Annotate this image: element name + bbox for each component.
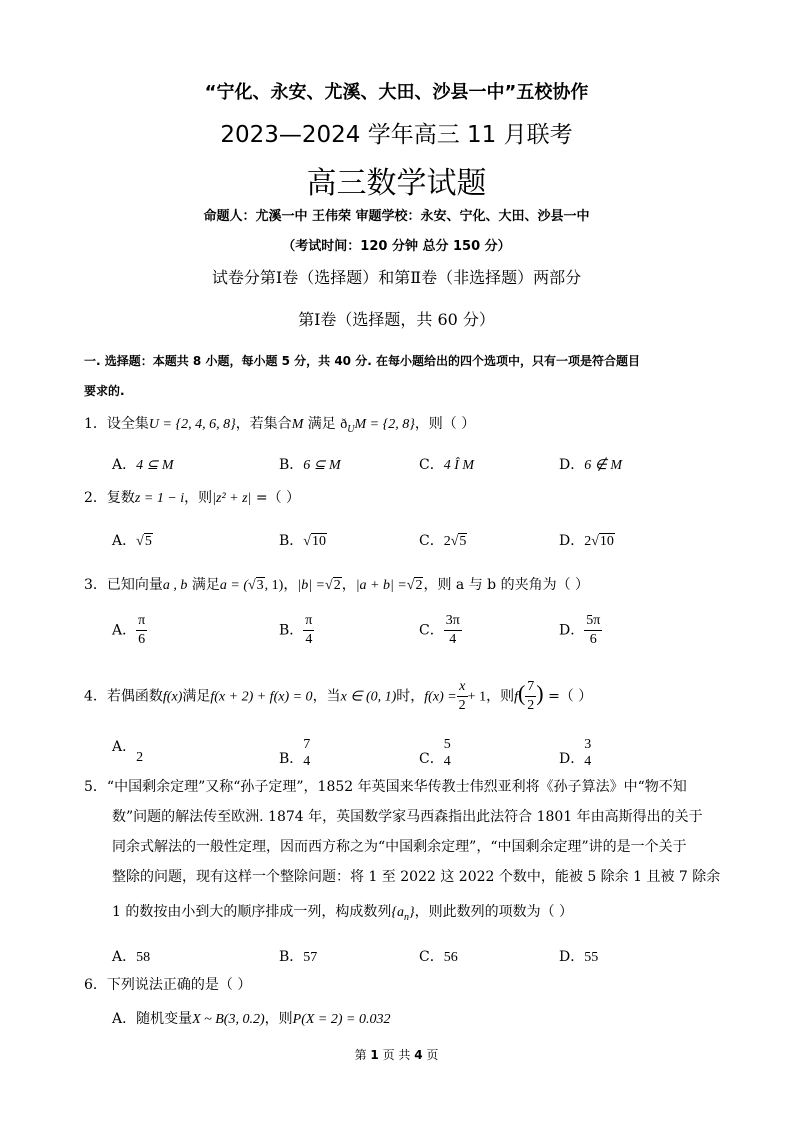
page-total: 4 [414,1048,423,1062]
question-6-stem: 6．下列说法正确的是（ ） [84,977,252,993]
q1-mid: ，若集合 [235,416,292,432]
question-2-stem [84,483,300,514]
volume-one-heading: 第Ⅰ卷（选择题，共 60 分） [298,310,495,329]
q4-end: =（ ） [543,688,593,705]
setters-line: 命题人：尤溪一中 王伟荣 审题学校：永安、宁化、大田、沙县一中 [203,209,590,224]
question-5-line3: 同余式解法的一般性定理，因而西方称之为“中国剩余定理”，“中国剩余定理”讲的是一个关于 [112,839,687,855]
q3-ab-rad: 2 [415,578,423,593]
page-footer: 第 1 页 共 4 页 [354,1048,439,1062]
q1-pre: 设全集 [106,416,149,432]
q5-option-a[interactable]: A．58 [112,949,151,965]
q2-expr: |z² + z| [212,491,252,506]
q3-mid: 满足 [187,577,220,593]
q5-option-d[interactable]: D．55 [559,949,599,965]
q1-option-b[interactable]: B．6 ⊆ M [279,457,341,473]
q4-option-a[interactable]: A．2 [112,739,144,765]
q2-option-c[interactable]: C．2√5 [419,533,467,549]
q4-def-frac: $\frac{x}{2}$ [458,679,466,713]
q4-option-b[interactable]: B． 7 4 [279,737,311,769]
paper-structure: 试卷分第Ⅰ卷（选择题）和第Ⅱ卷（非选择题）两部分 [211,268,582,287]
q3-a-eq: a = ( [219,578,248,593]
q4-ask-f: f [514,689,518,705]
q2-option-b[interactable]: B．√10 [279,533,326,549]
exam-name: 2023—2024 学年高三 11 月联考 [220,122,573,148]
q3-b-norm: |b| = [297,578,325,593]
q2-end: =（ ） [251,490,301,506]
q2-option-d[interactable]: D．2√10 [559,533,614,549]
q3-option-d[interactable]: D． $\frac{5\pi}{6}$ [559,613,601,647]
q1-mid2: 满足 [303,416,341,432]
q3-number: 3． [84,577,107,593]
question-5-line4: 整除的问题，现有这样一个整除问题：将 1 至 2022 这 2022 个数中，能被 5 除余 1 且被 7 除余 [112,869,721,885]
q3-b-rad: 2 [333,578,341,593]
q1-complement: ð [340,417,348,432]
question-1-stem [84,409,475,445]
q2-number: 2． [84,490,107,506]
paper-title: 高三数学试题 [306,166,487,201]
section-instructions-line1: 一. 选择题：本题共 8 小题，每小题 5 分，共 40 分. 在每小题给出的四个选项中，只有一项是符合题目 [84,354,640,368]
q1-set-u: U = {2, 4, 6, 8} [148,417,236,432]
q4-equation: f(x + 2) + f(x) = 0 [210,689,313,705]
question-5-line5: 1 的数按由小到大的顺序排成一列，构成数列$\{a_n\}$，则此数列的项数为（ ） [112,904,574,923]
q3-option-a[interactable]: A． $\frac{\pi}{6}$ [112,613,146,647]
question-4-stem: 4．若偶函数f(x)满足f(x + 2) + f(x) = 0，当x ∈ (0, 1)时，f(x) = $\frac{x}{2}$ + 1，则f( $\frac{7}{2}$ ) =（ ） [84,679,593,713]
q5-option-c[interactable]: C．56 [419,949,458,965]
q4-mid3: 时， [396,688,425,705]
q3-pre: 已知向量 [106,577,163,593]
time-info: （考试时间：120 分钟 总分 150 分） [282,239,511,254]
q4-mid2: ，当 [312,688,341,705]
q3-ab-norm: |a + b| = [355,578,407,593]
q6-option-a[interactable]: A．随机变量X ~ B(3, 0.2)，则P(X = 2) = 0.032 [112,1011,391,1027]
q3-option-c[interactable]: C． $\frac{3\pi}{4}$ [419,613,460,647]
q4-condition: x ∈ (0, 1) [340,689,397,705]
q2-pre: 复数 [106,490,135,506]
q1-var-m: M [291,417,304,432]
q4-def-tail: + 1 [467,689,487,705]
q4-fx: f(x) [162,689,183,705]
q1-set-rest: M = {2, 8} [354,417,415,432]
question-3-stem: 3．已知向量a , b 满足a = (√3, 1)，|b| =√2，|a + b| =√2，则 a 与 b 的夹角为（ ） [84,577,590,593]
q3-a-rad: 3 [256,578,264,593]
q4-mid: 满足 [182,688,211,705]
q4-ask-frac: $\frac{7}{2}$ [527,679,535,713]
q4-def-lhs: f(x) = [424,689,457,705]
q3-end: ，则 a 与 b 的夹角为（ ） [423,577,590,593]
q1-option-c[interactable]: C．4 Î M [419,457,475,473]
q5-sequence: {a [391,905,404,920]
q3-vectors: a , b [162,578,188,593]
q3-a-tail: , 1) [264,578,284,593]
q4-mid4: ，则 [486,688,515,705]
q4-pre: 若偶函数 [106,688,163,705]
q1-end: ，则（ ） [414,416,476,432]
section-instructions-line2: 要求的. [84,384,125,398]
q4-option-d[interactable]: D． 3 4 [559,737,592,769]
q1-sub-u: U [347,423,355,435]
q5-option-b[interactable]: B．57 [279,949,318,965]
q2-option-a[interactable]: A．√5 [112,533,152,549]
q1-number: 1． [84,416,107,432]
q1-option-a[interactable]: A．4 ⊆ M [112,457,174,473]
alliance-title: “宁化、永安、尤溪、大田、沙县一中”五校协作 [204,82,589,103]
page-number: 1 [370,1048,379,1062]
question-5-line1: 5．“中国剩余定理”又称“孙子定理”，1852 年英国来华传教士伟烈亚利将《孙子算法》中“物不知 [84,779,687,795]
question-5-line2: 数”问题的解法传至欧洲. 1874 年，英国数学家马西森指出此法符合 1801 年由高斯得出的关于 [112,809,703,825]
q4-number: 4． [84,688,107,705]
q3-option-b[interactable]: B． $\frac{\pi}{4}$ [279,613,313,647]
q1-option-d[interactable]: D．6 ∉ M [559,457,623,473]
q4-option-c[interactable]: C． 5 4 [419,737,451,769]
q2-z: z = 1 − i [134,491,185,506]
q2-mid: ，则 [184,490,213,506]
